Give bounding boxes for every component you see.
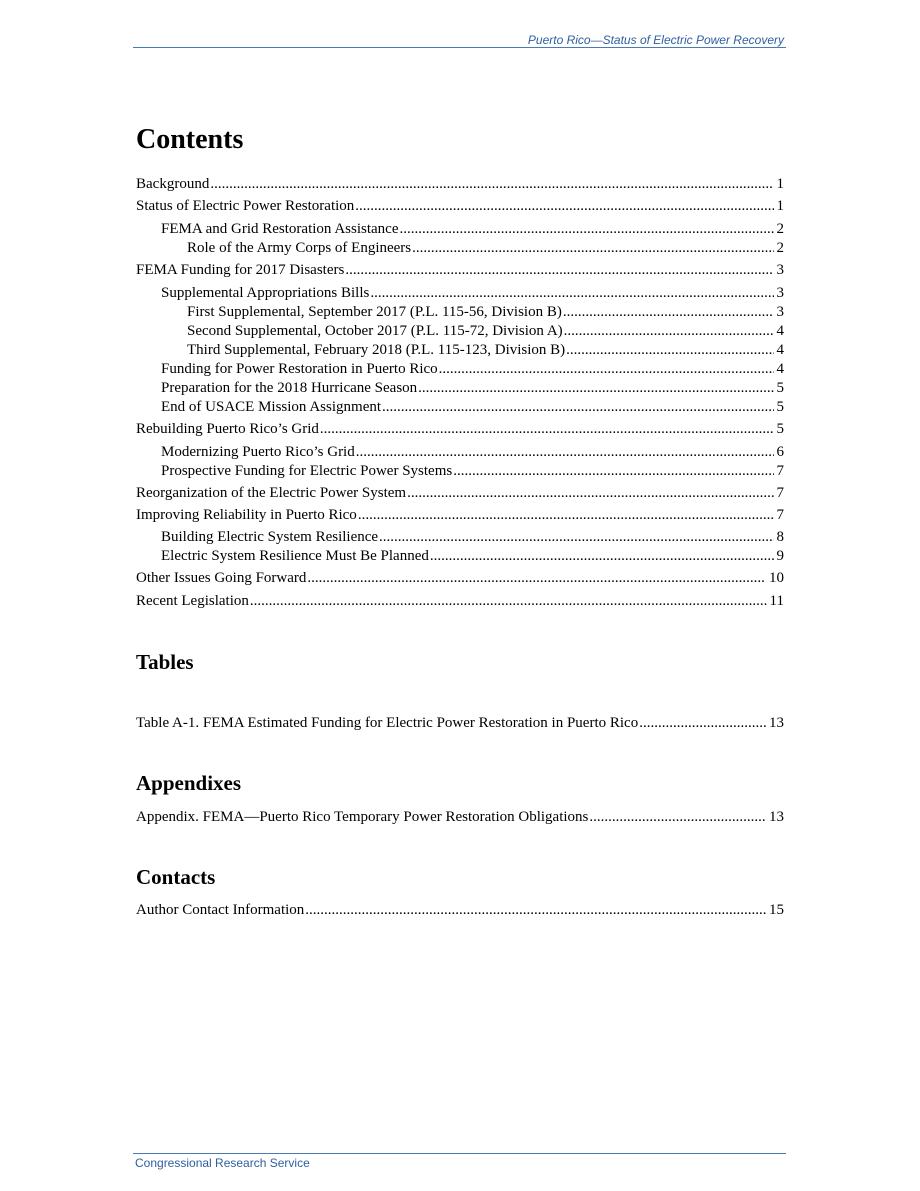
toc-entry-label: Recent Legislation: [136, 593, 249, 609]
toc-entry[interactable]: [161, 462, 784, 480]
toc-entry[interactable]: [161, 443, 784, 461]
toc-entry-label: Supplemental Appropriations Bills: [161, 285, 370, 301]
toc-entry-label: Modernizing Puerto Rico’s Grid: [161, 444, 355, 460]
header-title: Puerto Rico—Status of Electric Power Recovery: [527, 33, 784, 47]
toc-entry-label: Role of the Army Corps of Engineers: [187, 240, 412, 256]
toc-entry-page: 15: [769, 902, 784, 918]
toc-entry[interactable]: [187, 341, 784, 359]
toc-entry-page: 3: [776, 304, 784, 320]
toc-entry[interactable]: [161, 528, 784, 546]
toc-entry-label: Preparation for the 2018 Hurricane Season: [161, 380, 418, 396]
toc-entry-page: 11: [769, 593, 784, 609]
page-footer: [133, 1153, 786, 1170]
toc-entry[interactable]: [161, 220, 784, 238]
toc-entry-page: 1: [776, 176, 784, 192]
toc-entry-page: 8: [776, 529, 784, 545]
contents-heading: Contents: [136, 124, 244, 155]
toc-entry-page: 5: [776, 421, 784, 437]
toc-entry-page: 4: [776, 361, 784, 377]
toc-entry[interactable]: [136, 714, 784, 732]
toc-entry[interactable]: [136, 901, 784, 919]
toc-entry-page: 2: [776, 221, 784, 237]
toc-entry-label: Background: [136, 176, 210, 192]
toc-entry-label: Appendix. FEMA—Puerto Rico Temporary Power Restoration Obligations: [136, 809, 589, 825]
toc-entry-page: 7: [776, 507, 784, 523]
toc-entry[interactable]: [161, 547, 784, 565]
toc-entry[interactable]: [136, 569, 784, 587]
toc-entry-label: Improving Reliability in Puerto Rico: [136, 507, 357, 523]
toc-entry[interactable]: [136, 175, 784, 193]
toc-entry-page: 3: [776, 285, 784, 301]
toc-entry-label: End of USACE Mission Assignment: [161, 399, 382, 415]
toc-entry-label: Third Supplemental, February 2018 (P.L. 115-123, Division B): [187, 342, 566, 358]
toc-entry-page: 6: [776, 444, 784, 460]
toc-entry[interactable]: [161, 379, 784, 397]
footer-text: Congressional Research Service: [135, 1156, 310, 1170]
toc-entry-label: FEMA and Grid Restoration Assistance: [161, 221, 399, 237]
toc-entry[interactable]: [187, 303, 784, 321]
toc-entry-page: 4: [776, 342, 784, 358]
toc-entry-page: 7: [776, 463, 784, 479]
toc-entry-label: Other Issues Going Forward: [136, 570, 307, 586]
toc-entry-label: Funding for Power Restoration in Puerto Rico: [161, 361, 438, 377]
tables-heading: Tables: [136, 650, 194, 674]
toc-entry-page: 13: [769, 715, 784, 731]
toc-entry-label: FEMA Funding for 2017 Disasters: [136, 262, 345, 278]
toc-entry[interactable]: [136, 197, 784, 215]
toc-entry-page: 9: [776, 548, 784, 564]
toc-entry[interactable]: [187, 239, 784, 257]
toc-entry[interactable]: [136, 592, 784, 610]
toc-entry[interactable]: [136, 808, 784, 826]
toc-entry-page: 5: [776, 380, 784, 396]
toc-entry-page: 4: [776, 323, 784, 339]
toc-entry-page: 2: [776, 240, 784, 256]
toc-entry[interactable]: [136, 484, 784, 502]
toc-entry[interactable]: [161, 360, 784, 378]
toc-entry-label: Second Supplemental, October 2017 (P.L. 115-72, Division A): [187, 323, 563, 339]
toc-entry-page: 7: [776, 485, 784, 501]
toc-entry[interactable]: [136, 420, 784, 438]
toc-entry-label: Author Contact Information: [136, 902, 305, 918]
toc-entry-page: 5: [776, 399, 784, 415]
toc-entry[interactable]: [136, 506, 784, 524]
page-header: [133, 33, 786, 48]
contacts-heading: Contacts: [136, 865, 216, 889]
toc-entry-label: Table A-1. FEMA Estimated Funding for Electric Power Restoration in Puerto Rico: [136, 715, 639, 731]
toc-entry[interactable]: [161, 398, 784, 416]
toc-entry[interactable]: [136, 261, 784, 279]
toc-entry[interactable]: [187, 322, 784, 340]
toc-entry-label: Rebuilding Puerto Rico’s Grid: [136, 421, 319, 437]
toc-entry-label: Status of Electric Power Restoration: [136, 198, 355, 214]
toc-entry-page: 1: [776, 198, 784, 214]
toc-entry-page: 3: [776, 262, 784, 278]
toc-entry-page: 10: [769, 570, 784, 586]
toc-entry-label: First Supplemental, September 2017 (P.L. 115-56, Division B): [187, 304, 562, 320]
toc-entry-label: Building Electric System Resilience: [161, 529, 379, 545]
appendixes-heading: Appendixes: [136, 771, 242, 795]
toc-entry-label: Reorganization of the Electric Power System: [136, 485, 407, 501]
toc-entry-label: Electric System Resilience Must Be Planned: [161, 548, 429, 564]
toc-entry[interactable]: [161, 284, 784, 302]
toc-entry-label: Prospective Funding for Electric Power Systems: [161, 463, 453, 479]
toc-entry-page: 13: [769, 809, 784, 825]
